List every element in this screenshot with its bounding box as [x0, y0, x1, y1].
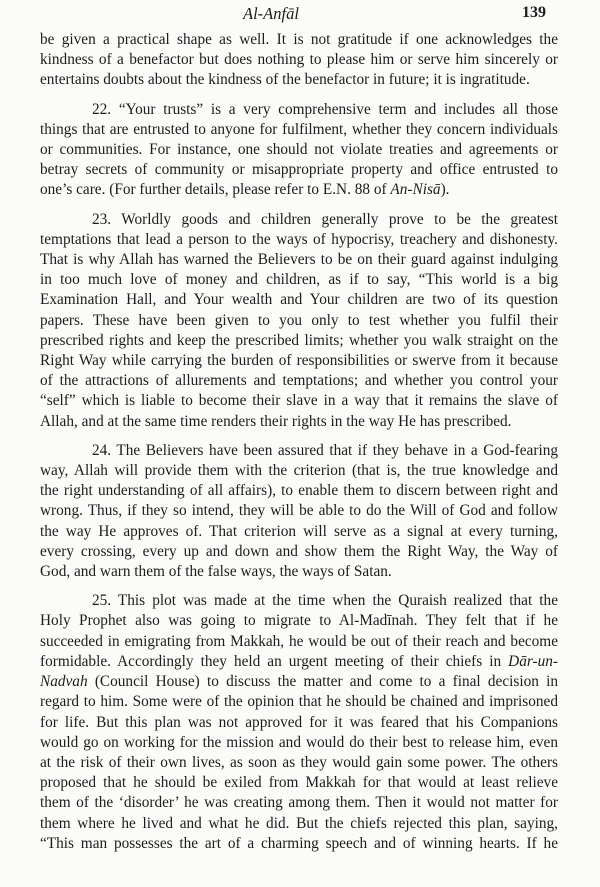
text-line: them of the ‘disorder’ he was creating among them. Then it would not matter for	[40, 794, 558, 812]
text-line: Holy Prophet also was going to migrate to Al-Madīnah. They felt that if he	[40, 612, 558, 630]
text-line: 23. Worldly goods and children generally prove to be the greatest	[92, 210, 558, 228]
page-header	[0, 2, 600, 26]
text-line: Nadvah (Council House) to discuss the matter and come to a final decision in	[40, 673, 558, 691]
text-line: Allah, and at the same time renders their rights in the way He has prescribed.	[40, 412, 512, 430]
text-line: of the attractions of allurements and temptations; and whether you control your	[40, 372, 558, 390]
text-line: one’s care. (For further details, please refer to E.N. 88 of An-Nisā).	[40, 181, 450, 199]
text-line: in too much love of money and children, as if to say, “This world is a big	[40, 271, 558, 289]
page-number: 139	[522, 4, 546, 21]
text-line: “self” which is liable to become their slave in a way that it remains the slave of	[40, 392, 558, 410]
text-line: every crossing, every up and down and show them the Right Way, the Way of	[40, 542, 558, 560]
text-line: things that are entrusted to anyone for fulfilment, whether they concern individuals	[40, 120, 558, 138]
text-line: the right understanding of all affairs), to enable them to discern between right and	[40, 482, 558, 500]
text-line: God, and warn them of the false ways, the ways of Satan.	[40, 563, 392, 581]
text-line: 24. The Believers have been assured that if they behave in a God-fearing	[92, 441, 558, 459]
text-line: would go on working for the mission and would do their best to release him, even	[40, 733, 558, 751]
text-line: or communities. For instance, one should not violate treaties and agreements or	[40, 141, 558, 159]
text-line: regard to him. Some were of the opinion that he should be chained and imprisoned	[40, 693, 558, 711]
body-text	[40, 30, 558, 863]
text-line: That is why Allah has warned the Believers to be on their guard against indulging	[40, 251, 558, 269]
text-line: be given a practical shape as well. It is not gratitude if one acknowledges the	[40, 31, 558, 48]
text-line: 25. This plot was made at the time when the Quraish realized that the	[92, 592, 558, 610]
running-title: Al-Anfāl	[243, 4, 299, 23]
text-line: Examination Hall, and Your wealth and Your children are two of its question	[40, 291, 558, 309]
text-line: succeeded in emigrating from Makkah, he would be out of their reach and become	[40, 632, 558, 650]
text-line: temptations that lead a person to the ways of hypocrisy, treachery and dishonesty.	[40, 230, 558, 248]
text-line: entertains doubts about the kindness of the benefactor in future; it is ingratitude.	[40, 71, 530, 89]
paragraph-note-24	[40, 441, 558, 582]
text-line: formidable. Accordingly they held an urgent meeting of their chiefs in Dār-un-	[40, 652, 558, 670]
paragraph-continued	[40, 30, 558, 91]
text-line: proposed that he should be exiled from Makkah for that would at least relieve	[40, 774, 558, 792]
text-line: papers. These have been given to you only to test whether you fulfil their	[40, 311, 558, 329]
text-line: them where he lived and what he did. But the chiefs rejected this plan, saying,	[40, 814, 558, 832]
text-line: Right Way while carrying the burden of responsibilities or swerve from it because	[40, 352, 558, 370]
paragraph-note-23	[40, 210, 558, 432]
text-line: prescribed rights and keep the prescribed limits; whether you walk straight on the	[40, 331, 558, 349]
text-line: “This man possesses the art of a charming speech and of winning hearts. If he	[40, 834, 558, 852]
text-line: for life. But this plan was not approved for it was feared that his Companions	[40, 713, 558, 731]
text-line: betray secrets of community or misappropriate property and office entrusted to	[40, 161, 558, 179]
paragraph-note-22	[40, 100, 558, 201]
text-line: the way He approves of. That criterion will serve as a signal at every turning,	[40, 522, 558, 540]
text-line: kindness of a benefactor but does nothing to please him or serve him sincerely or	[40, 51, 558, 69]
paragraph-note-25	[40, 591, 558, 854]
text-line: way, Allah will provide them with the criterion (that is, the true knowledge and	[40, 462, 558, 480]
text-line: wrong. Thus, if they so intend, they will be able to do the Will of God and follow	[40, 502, 558, 520]
text-line: 22. “Your trusts” is a very comprehensive term and includes all those	[92, 100, 558, 118]
text-line: at the risk of their own lives, as soon as they would gain some power. The others	[40, 753, 558, 771]
